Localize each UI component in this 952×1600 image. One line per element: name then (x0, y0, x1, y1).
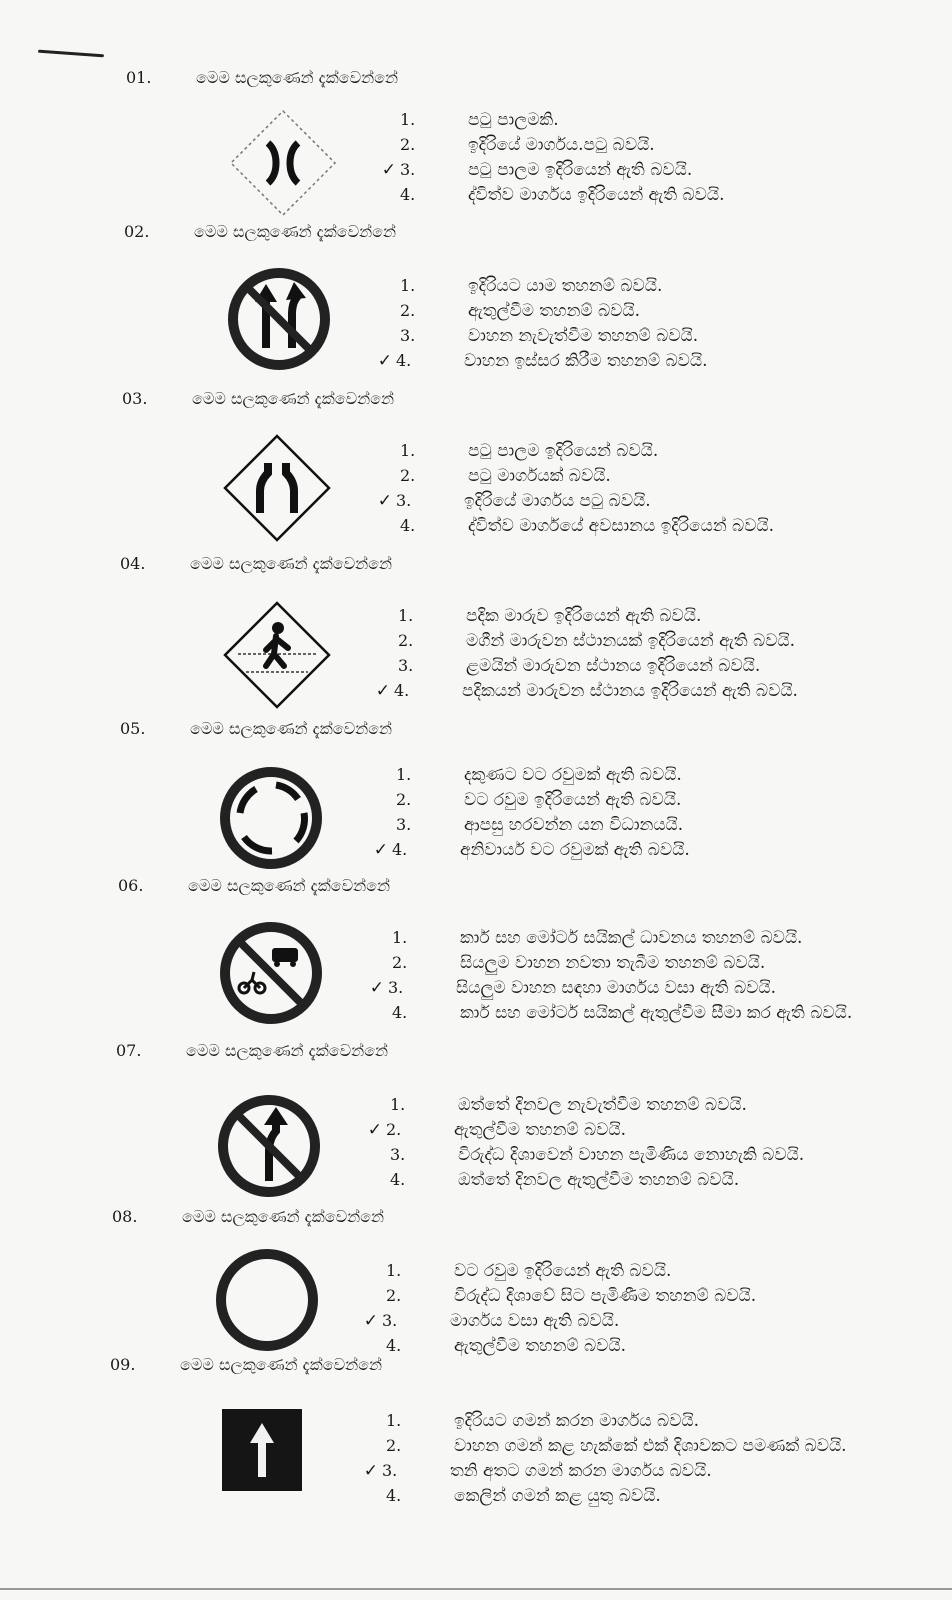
no-overtaking-sign-icon (224, 264, 334, 374)
question-block: 04. මෙම සලකුණෙන් දැක්වෙන්නේ 1. පදික මාරුව ඉදිරියෙන් ඇති බවයි. 2. මගීන් මාරුවන ස්ථානයක් ඉදිරියෙන් ඇති බවයි. 3. ළමයින් මාරුවන ස්ථානය ඉදිරියෙන් බවයි. ✓ 4. පදිකයන් මාරුවන ස්ථානය ඉදිරියෙන් ඇති බවයි. (0, 554, 952, 722)
question-prompt: මෙම සලකුණෙන් දැක්වෙන්නේ (190, 554, 393, 573)
option-text: පටු පාලමකි. (468, 110, 559, 130)
option-text: අනිවාර්ය වට රවුමක් ඇති බවයි. (460, 840, 690, 860)
question-block: 07. මෙම සලකුණෙන් දැක්වෙන්නේ 1. ඔත්තේ දිනවල නැවැත්වීම තහනම් බවයි. ✓ 2. ඇතුල්වීම තහනම් බවයි. 3. විරුද්ධ දිශාවෙන් වාහන පැමිණිය නොහැකි බවයි. 4. ඔත්තේ දිනවල ඇතුල්වීම තහනම් බවයි. (0, 1041, 952, 1209)
check-mark-icon: ✓ (363, 1311, 378, 1331)
option-text: ආපසු හරවන්න යන විධානයයි. (464, 815, 684, 835)
check-mark-icon: ✓ (377, 491, 392, 511)
question-block: 08. මෙම සලකුණෙන් දැක්වෙන්නේ 1. වට රවුම ඉදිරියෙන් ඇති බවයි. 2. විරුද්ධ දිශාවේ සිට පැමිණීම තහනම් බවයි. ✓ 3. මාර්ගය වසා ඇති බවයි. 4. ඇතුල්වීම තහනම් බවයි. (112, 1207, 757, 1356)
question-prompt: මෙම සලකුණෙන් දැක්වෙන්නේ (180, 1355, 383, 1374)
check-mark-icon: ✓ (369, 978, 384, 998)
question-number: 09. (110, 1355, 136, 1374)
option-text: ඉදිරියේ මාර්ගය.පටු බවයි. (468, 135, 655, 155)
option-text: කෙලින් ගමන් කළ යුතු බවයි. (454, 1486, 661, 1506)
question-number: 08. (112, 1207, 138, 1226)
option-text: ඇතුල්වීම තහනම් බවයි. (468, 301, 640, 321)
question-number: 04. (120, 554, 146, 573)
option-text: ඔත්තේ දිනවල ඇතුල්වීම තහනම් බවයි. (458, 1170, 740, 1190)
roundabout-sign-icon (216, 763, 326, 873)
question-block: 06. මෙම සලකුණෙන් දැක්වෙන්නේ 1. කාර් සහ මෝටර් සයිකල් ධාවනය තහනම් බවයි. 2. සියලුම වාහන නවතා තැබීම තහනම් බවයි. ✓ 3. සියලුම වාහන සඳහා මාර්ගය වසා ඇති බවයි. 4. කාර් සහ මෝටර් සයිකල් ඇතුල්වීම සීමා කර ඇති බවයි. (0, 876, 952, 1044)
question-prompt: මෙම සලකුණෙන් දැක්වෙන්නේ (186, 1041, 389, 1060)
check-mark-icon: ✓ (373, 840, 388, 860)
question-number: 06. (118, 876, 144, 895)
option-text: ඉදිරියට ගමන් කරන මාර්ගය බවයි. (454, 1411, 700, 1431)
question-number: 01. (126, 68, 152, 87)
option-text: විරුද්ධ දිශාවෙන් වාහන පැමිණිය නොහැකි බවයි. (458, 1145, 805, 1165)
option-text: පටු මාර්ගයක් බවයි. (468, 466, 611, 486)
question-number: 02. (124, 222, 150, 241)
question-prompt: මෙම සලකුණෙන් දැක්වෙන්නේ (194, 222, 397, 241)
option-text: පටු පාලම ඉදිරියෙන් ඇති බවයි. (468, 160, 693, 180)
question-prompt: මෙම සලකුණෙන් දැක්වෙන්නේ (196, 68, 399, 87)
option-text: පටු පාලම ඉදිරියෙන් බවයි. (468, 441, 659, 461)
option-text: සියලුම වාහන සඳහා මාර්ගය වසා ඇති බවයි. (456, 978, 776, 998)
question-block: 09. මෙම සලකුණෙන් දැක්වෙන්නේ 1. ඉදිරියට ගමන් කරන මාර්ගය බවයි. 2. වාහන ගමන් කළ හැක්කේ එක් දිශාවකට පමණක් බවයි. ✓ 3. තනි අතට ගමන් කරන මාර්ගය බවයි. 4. කෙලින් ගමන් කළ යුතු බවයි. (110, 1355, 847, 1506)
option-text: ඇතුල්වීම තහනම් බවයි. (454, 1120, 626, 1140)
option-text: වාහන ගමන් කළ හැක්කේ එක් දිශාවකට පමණක් බවයි. (454, 1436, 847, 1456)
no-cars-motorcycles-sign-icon (216, 918, 326, 1028)
option-text: දකුණට වට රවුමක් ඇති බවයි. (464, 765, 682, 785)
option-text: පදික මාරුව ඉදිරියෙන් ඇති බවයි. (466, 606, 702, 626)
option-text: වට රවුම ඉදිරියෙන් ඇති බවයි. (454, 1261, 672, 1281)
option-text: සියලුම වාහන නවතා තැබීම තහනම් බවයි. (460, 953, 766, 973)
narrow-bridge-sign-icon (228, 108, 338, 218)
option-text: කාර් සහ මෝටර් සයිකල් ධාවනය තහනම් බවයි. (460, 928, 803, 948)
question-number: 07. (116, 1041, 142, 1060)
option-text: කාර් සහ මෝටර් සයිකල් ඇතුල්වීම සීමා කර ඇති බවයි. (460, 1003, 853, 1023)
option-text: වාහන නැවැත්වීම තහනම් බවයි. (468, 326, 699, 346)
option-text: ඇතුල්වීම තහනම් බවයි. (454, 1336, 626, 1356)
option-text: ද්විත්ව මාර්ගයේ අවසානය ඉදිරියෙන් බවයි. (468, 516, 775, 536)
option-text: මාර්ගය වසා ඇති බවයි. (450, 1311, 620, 1331)
option-text: ඉදිරියට යාම තහනම් බවයි. (468, 276, 663, 296)
page-bottom-edge (0, 1588, 952, 1590)
option-text: වට රවුම ඉදිරියෙන් ඇති බවයි. (464, 790, 682, 810)
question-prompt: මෙම සලකුණෙන් දැක්වෙන්නේ (182, 1207, 385, 1226)
option-text: තනි අතට ගමන් කරන මාර්ගය බවයි. (450, 1461, 712, 1481)
question-number: 05. (120, 719, 146, 738)
option-text: විරුද්ධ දිශාවේ සිට පැමිණීම තහනම් බවයි. (454, 1286, 757, 1306)
pedestrian-crossing-sign-icon (222, 600, 332, 710)
question-prompt: මෙම සලකුණෙන් දැක්වෙන්නේ (192, 389, 395, 408)
question-block: 01. මෙම සලකුණෙන් දැක්වෙන්නේ 1. පටු පාලමකි. 2. ඉදිරියේ මාර්ගය.පටු බවයි. ✓ 3. පටු පාලම ඉදිරියෙන් ඇති බවයි. 4. ද්විත්ව මාර්ගය ඉදිරියෙන් ඇති බවයි. (0, 68, 952, 236)
option-text: ඔත්තේ දිනවල නැවැත්වීම තහනම් බවයි. (458, 1095, 747, 1115)
one-way-sign-icon (222, 1409, 302, 1491)
option-text: ඉදිරියේ මාර්ගය පටු බවයි. (464, 491, 651, 511)
pen-mark (38, 50, 104, 58)
question-prompt: මෙම සලකුණෙන් දැක්වෙන්නේ (190, 719, 393, 738)
road-narrows-sign-icon (222, 433, 332, 543)
no-entry-arrow-sign-icon (214, 1091, 324, 1201)
question-block: 03. මෙම සලකුණෙන් දැක්වෙන්නේ 1. පටු පාලම ඉදිරියෙන් බවයි. 2. පටු මාර්ගයක් බවයි. ✓ 3. ඉදිරියේ මාර්ගය පටු බවයි. 4. ද්විත්ව මාර්ගයේ අවසානය ඉදිරියෙන් බවයි. (0, 389, 952, 557)
check-mark-icon: ✓ (367, 1120, 382, 1140)
option-text: ද්විත්ව මාර්ගය ඉදිරියෙන් ඇති බවයි. (468, 185, 725, 205)
check-mark-icon: ✓ (381, 160, 396, 180)
question-prompt: මෙම සලකුණෙන් දැක්වෙන්නේ (188, 876, 391, 895)
option-text: වාහන ඉස්සර කිරීම තහනම් බවයි. (464, 351, 708, 371)
question-block: 05. මෙම සලකුණෙන් දැක්වෙන්නේ 1. දකුණට වට රවුමක් ඇති බවයි. 2. වට රවුම ඉදිරියෙන් ඇති බවයි. 3. ආපසු හරවන්න යන විධානයයි. ✓ 4. අනිවාර්ය වට රවුමක් ඇති බවයි. (0, 719, 952, 887)
option-text: පදිකයන් මාරුවන ස්ථානය ඉදිරියෙන් ඇති බවයි. (462, 681, 798, 701)
check-mark-icon: ✓ (375, 681, 390, 701)
option-text: ළමයින් මාරුවන ස්ථානය ඉදිරියෙන් බවයි. (466, 656, 761, 676)
option-text: මගීන් මාරුවන ස්ථානයක් ඉදිරියෙන් ඇති බවයි. (466, 631, 796, 651)
question-block: 02. මෙම සලකුණෙන් දැක්වෙන්නේ 1. ඉදිරියට යාම තහනම් බවයි. 2. ඇතුල්වීම තහනම් බවයි. 3. වාහන නැවැත්වීම තහනම් බවයි. ✓ 4. වාහන ඉස්සර කිරීම තහනම් බවයි. (0, 222, 952, 390)
road-closed-sign-icon (212, 1245, 322, 1355)
check-mark-icon: ✓ (377, 351, 392, 371)
question-number: 03. (122, 389, 148, 408)
check-mark-icon: ✓ (363, 1461, 378, 1481)
